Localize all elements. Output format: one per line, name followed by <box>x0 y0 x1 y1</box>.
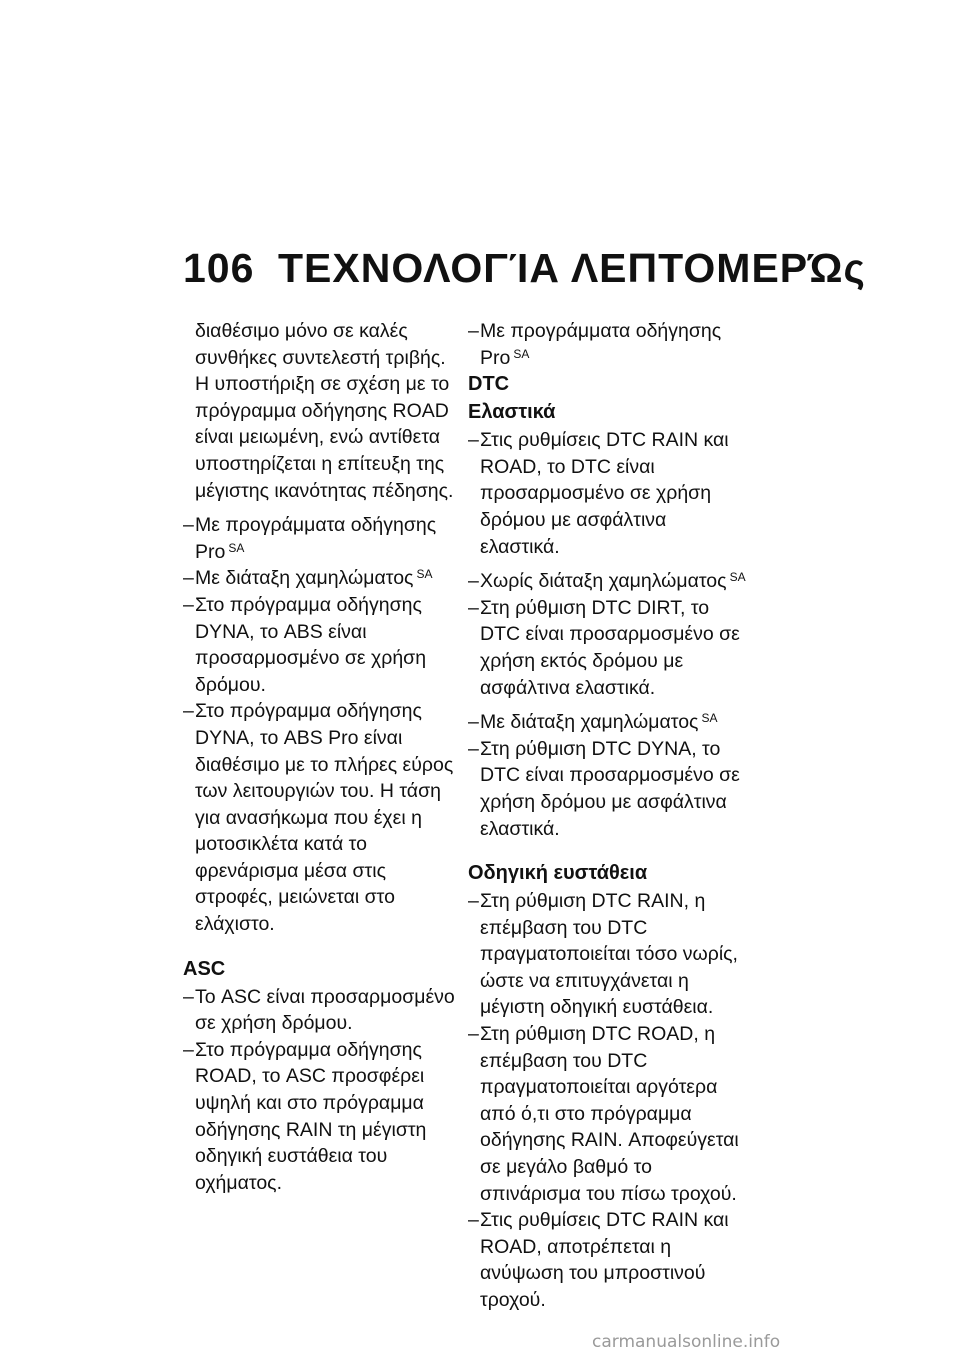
sa-marker: SA <box>416 567 433 582</box>
sa-marker: SA <box>228 540 245 555</box>
intro-paragraph: διαθέσιμο μόνο σε καλές συνθήκες συντελεστή τριβής. Η υποστήριξη σε σχέση με το πρόγραμμα οδήγησης ROAD είναι μειωμένη, ενώ αντίθετα υποστηρίζεται η επίτευξη της μέγιστης ικανότητας πέδησης. <box>195 320 454 502</box>
chapter-title: ΤΕΧΝΟΛΟΓΊΑ ΛΕΠΤΟΜΕΡΏς <box>278 245 866 291</box>
sa-marker: SA <box>729 570 746 585</box>
list-item: – Το ASC είναι προσαρμοσμένο σε χρήση δρόμου. <box>183 985 455 1035</box>
left-column <box>183 318 461 1196</box>
watermark[interactable]: carmanualsonline.info <box>592 1332 781 1352</box>
list-item: – Με διάταξη χαμηλώματος $^{SA}$ <box>468 711 718 734</box>
stability-heading: Οδηγική ευστάθεια <box>468 862 648 885</box>
page-header <box>183 238 883 298</box>
list-item: – Στη ρύθμιση DTC RAIN, η επέμβαση του DTC πραγματοποιείται τόσο νωρίς, ώστε να επιτυγχάνεται η μέγιστη οδηγική ευστάθεια. <box>468 890 738 1019</box>
tires-heading: Ελαστικά <box>468 401 556 424</box>
list-item: – Στις ρυθμίσεις DTC RAIN και ROAD, το DTC είναι προσαρμοσμένο σε χρήση δρόμου με ασφάλτινα ελαστικά. <box>468 429 729 558</box>
right-column <box>468 318 746 1314</box>
list-item: – Με προγράμματα οδήγησης Pro $^{SA}$ <box>183 514 437 563</box>
list-item: – Στη ρύθμιση DTC DYNA, το DTC είναι προσαρμοσμένο σε χρήση δρόμου με ασφάλτινα ελαστικά. <box>468 737 740 840</box>
asc-heading: ASC <box>183 957 226 980</box>
sa-marker: SA <box>513 346 530 361</box>
dtc-heading: DTC <box>468 373 510 396</box>
list-item: – Στο πρόγραμμα οδήγησης DYNA, το ABS Pro είναι διαθέσιμο με το πλήρες εύρος των λειτουργιών του. Η τάση για ανασήκωμα που έχει η μοτοσικλέτα κατά το φρενάρισμα μέσα στις στροφές, μειώνεται στο ελάχιστο. <box>183 700 454 936</box>
page-number: 106 <box>183 245 255 291</box>
sa-marker: SA <box>701 711 718 726</box>
list-item: – Στο πρόγραμμα οδήγησης DYNA, το ABS είναι προσαρμοσμένο σε χρήση δρόμου. <box>183 593 427 696</box>
list-item: – Στη ρύθμιση DTC ROAD, η επέμβαση του DTC πραγματοποιείται αργότερα από ό,τι στο πρόγραμμα οδήγησης RAIN. Αποφεύγεται σε μεγάλο βαθμό το σπινάρισμα του πίσω τροχού. <box>468 1023 739 1205</box>
list-item: – Με διάταξη χαμηλώματος $^{SA}$ <box>183 567 433 590</box>
list-item: – Με προγράμματα οδήγησης Pro $^{SA}$ <box>468 320 722 369</box>
list-item: – Στις ρυθμίσεις DTC RAIN και ROAD, αποτρέπεται η ανύψωση του μπροστινού τροχού. <box>468 1209 729 1311</box>
list-item: – Στο πρόγραμμα οδήγησης ROAD, το ASC προσφέρει υψηλή και στο πρόγραμμα οδήγησης RAIN τη μέγιστη οδηγική ευστάθεια του οχήματος. <box>183 1038 427 1194</box>
list-item: – Χωρίς διάταξη χαμηλώματος $^{SA}$ <box>468 570 746 593</box>
list-item: – Στη ρύθμιση DTC DIRT, το DTC είναι προσαρμοσμένο σε χρήση εκτός δρόμου με ασφάλτινα ελαστικά. <box>468 596 740 699</box>
